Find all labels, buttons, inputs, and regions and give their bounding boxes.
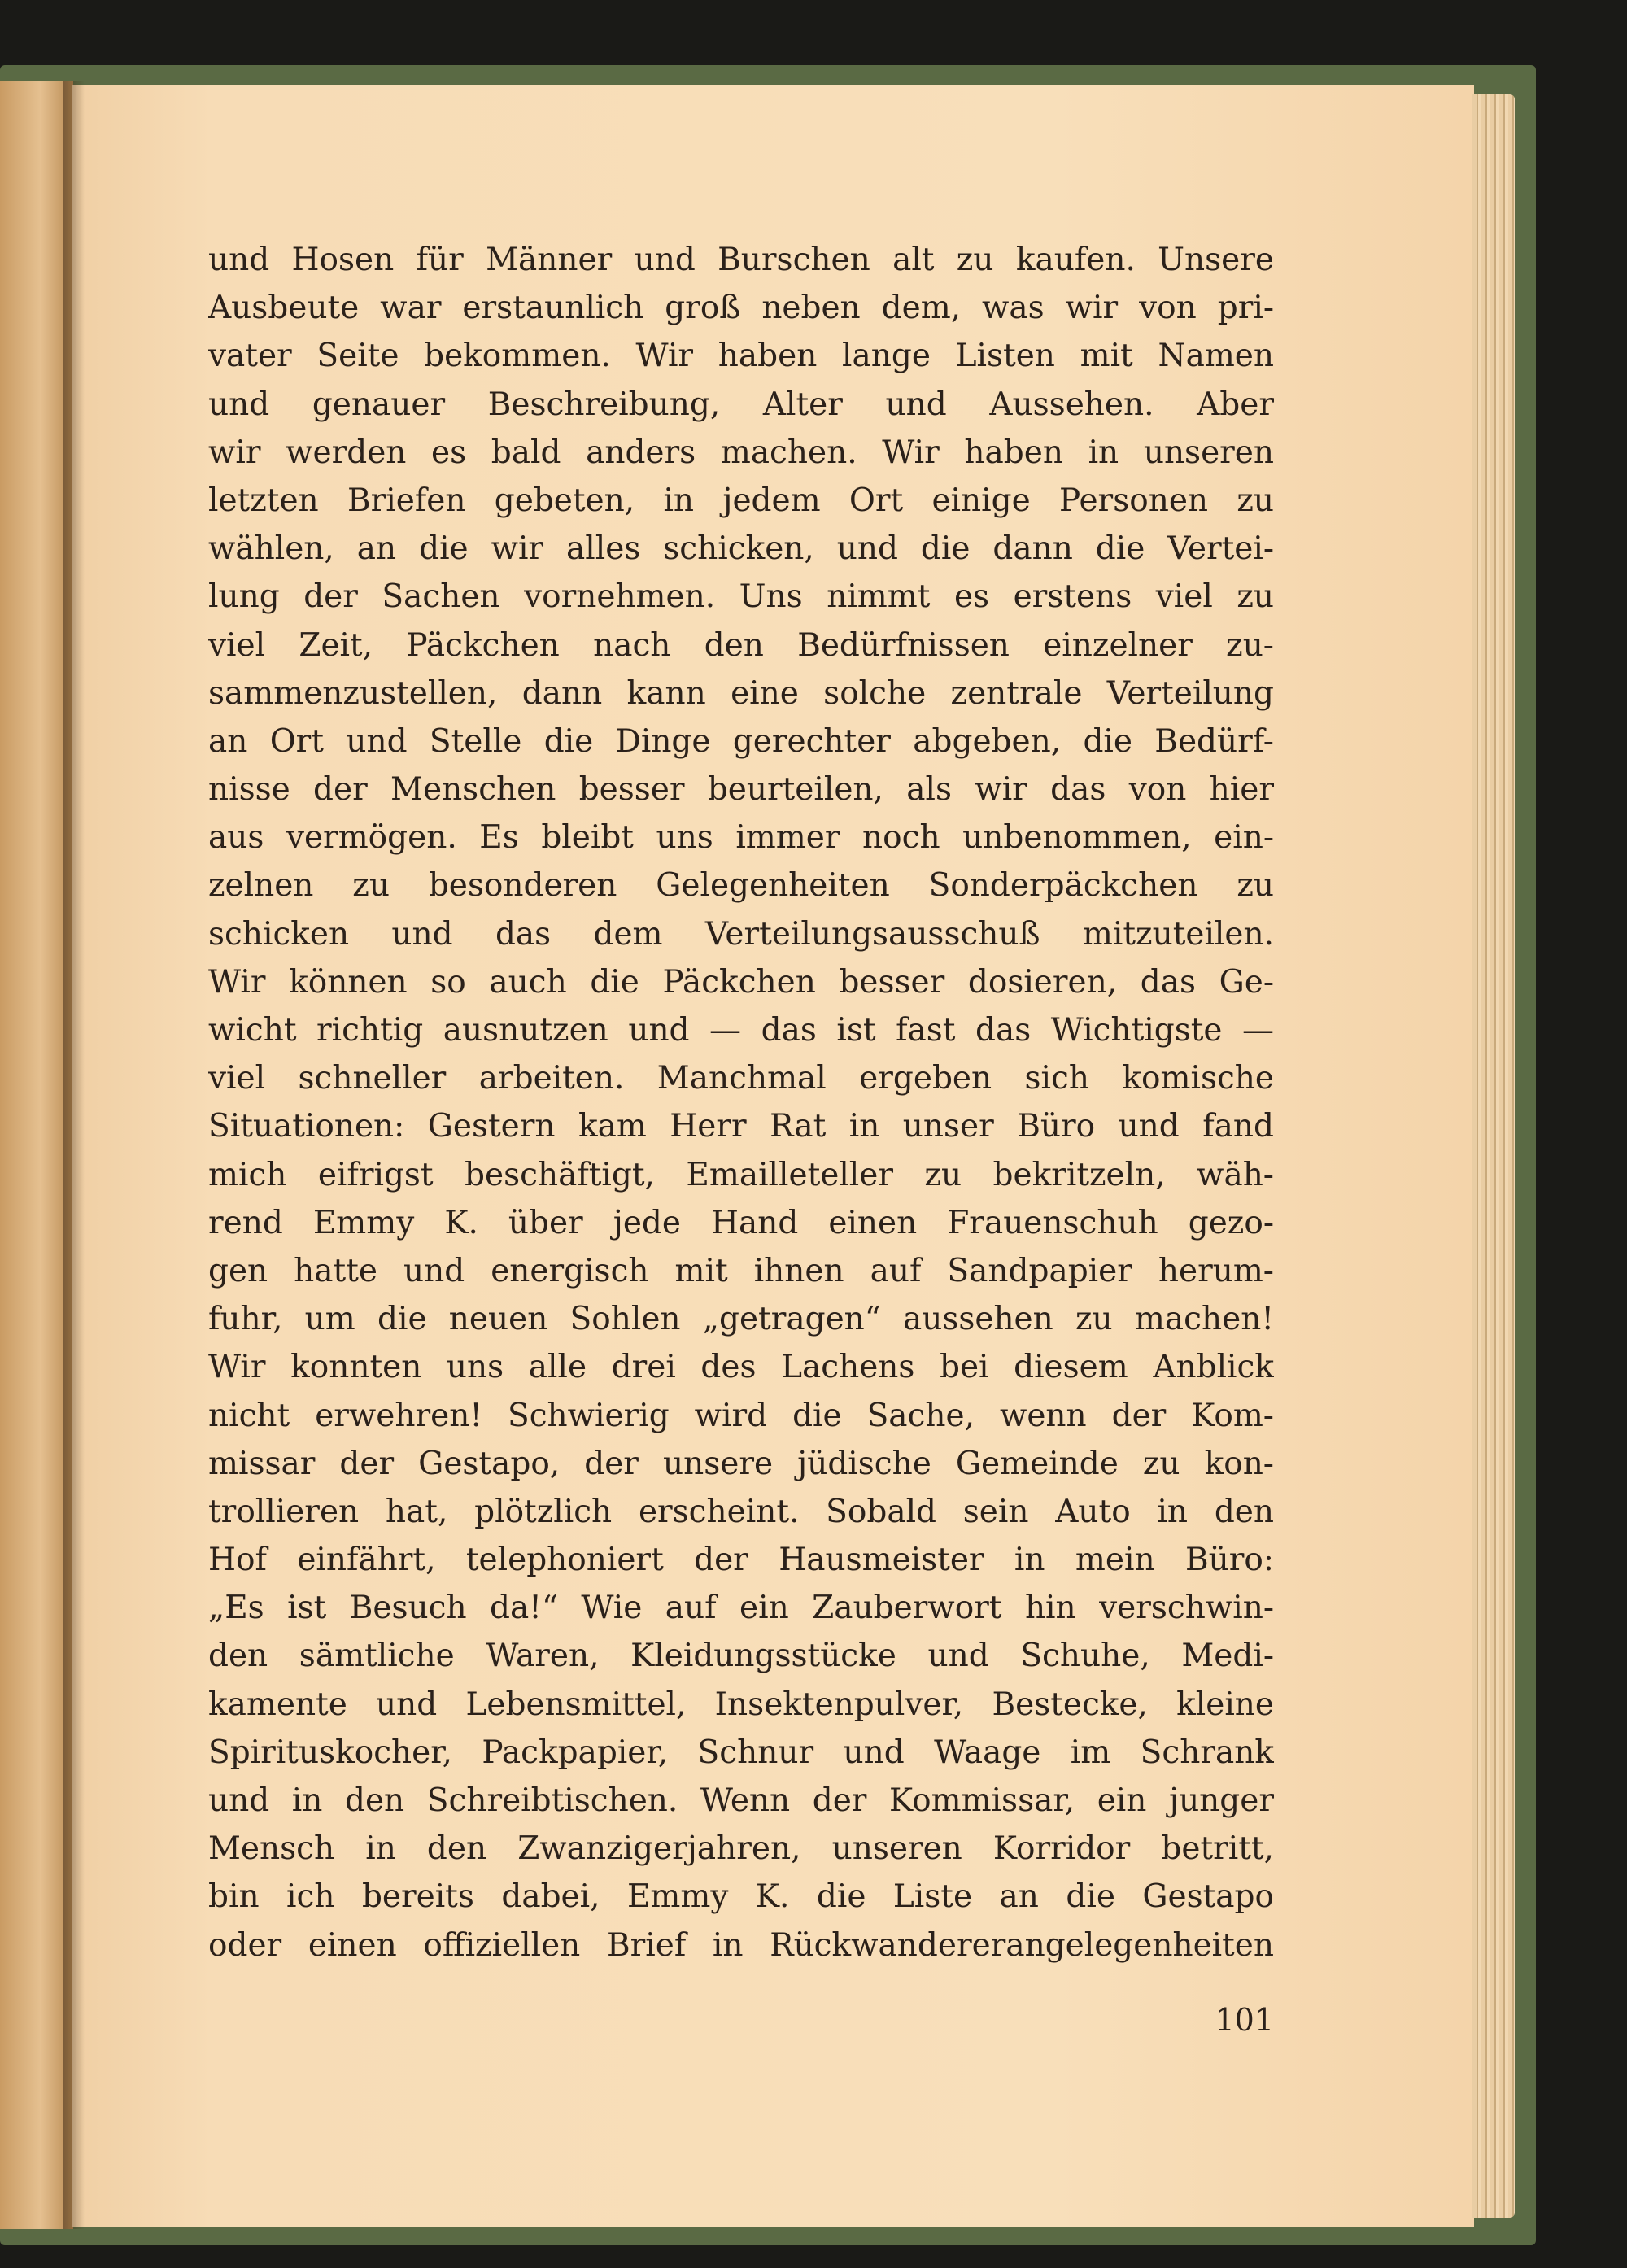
text-line: wir werden es bald anders machen. Wir haben in unseren <box>208 434 1274 471</box>
body-text <box>208 236 1274 1969</box>
text-line: bin ich bereits dabei, Emmy K. die Liste an die Gestapo <box>208 1878 1274 1916</box>
text-line: viel Zeit, Päckchen nach den Bedürfnissen einzelner zu- <box>208 626 1274 664</box>
text-line: wählen, an die wir alles schicken, und die dann die Vertei- <box>208 530 1274 568</box>
text-line: Wir können so auch die Päckchen besser dosieren, das Ge- <box>208 963 1274 1001</box>
text-line: gen hatte und energisch mit ihnen auf Sandpapier herum- <box>208 1252 1274 1289</box>
text-line: letzten Briefen gebeten, in jedem Ort einige Personen zu <box>208 482 1274 519</box>
text-line: schicken und das dem Verteilungsausschuß mitzuteilen. <box>208 915 1274 953</box>
text-line: den sämtliche Waren, Kleidungsstücke und Schuhe, Medi- <box>208 1638 1274 1675</box>
text-line: Hof einfährt, telephoniert der Hausmeister in mein Büro: <box>208 1542 1274 1579</box>
text-line: trollieren hat, plötzlich erscheint. Sobald sein Auto in den <box>208 1493 1274 1530</box>
text-line: und genauer Beschreibung, Alter und Aussehen. Aber <box>208 386 1274 423</box>
text-line: zelnen zu besonderen Gelegenheiten Sonderpäckchen zu <box>208 867 1274 905</box>
text-line: fuhr, um die neuen Sohlen „getragen“ aussehen zu machen! <box>208 1301 1274 1338</box>
text-line: nisse der Menschen besser beurteilen, als wir das von hier <box>208 771 1274 809</box>
text-line: an Ort und Stelle die Dinge gerechter abgeben, die Bedürf- <box>208 722 1274 760</box>
text-line: Mensch in den Zwanzigerjahren, unseren Korridor betritt, <box>208 1830 1274 1868</box>
page-number: 101 <box>1215 2002 1274 2038</box>
text-line: aus vermögen. Es bleibt uns immer noch unbenommen, ein- <box>208 819 1274 857</box>
text-line: mich eifrigst beschäftigt, Emailleteller zu bekritzeln, wäh- <box>208 1156 1274 1193</box>
text-line: kamente und Lebensmittel, Insektenpulver, Bestecke, kleine <box>208 1686 1274 1723</box>
text-line: Wir konnten uns alle drei des Lachens bei diesem Anblick <box>208 1349 1274 1386</box>
text-line: Situationen: Gestern kam Herr Rat in unser Büro und fand <box>208 1108 1274 1145</box>
text-line: Ausbeute war erstaunlich groß neben dem, was wir von pri- <box>208 290 1274 327</box>
text-line: missar der Gestapo, der unsere jüdische Gemeinde zu kon- <box>208 1445 1274 1482</box>
left-page-edge <box>0 81 73 2229</box>
text-line: nicht erwehren! Schwierig wird die Sache, wenn der Kom- <box>208 1397 1274 1434</box>
spine-shadow <box>63 81 85 2229</box>
page-edges <box>1472 94 1515 2218</box>
text-line: Spirituskocher, Packpapier, Schnur und Waage im Schrank <box>208 1734 1274 1771</box>
text-line: lung der Sachen vornehmen. Uns nimmt es erstens viel zu <box>208 578 1274 616</box>
text-line: vater Seite bekommen. Wir haben lange Listen mit Namen <box>208 338 1274 375</box>
text-line: rend Emmy K. über jede Hand einen Frauenschuh gezo- <box>208 1204 1274 1241</box>
text-line: sammenzustellen, dann kann eine solche zentrale Verteilung <box>208 674 1274 712</box>
text-line: „Es ist Besuch da!“ Wie auf ein Zauberwort hin verschwin- <box>208 1590 1274 1627</box>
text-line: wicht richtig ausnutzen und — das ist fast das Wichtigste — <box>208 1012 1274 1049</box>
text-line: oder einen offiziellen Brief in Rückwandererangelegenheiten <box>208 1926 1274 1964</box>
text-line: und Hosen für Männer und Burschen alt zu kaufen. Unsere <box>208 242 1274 278</box>
text-line: viel schneller arbeiten. Manchmal ergeben sich komische <box>208 1060 1274 1097</box>
text-line: und in den Schreibtischen. Wenn der Kommissar, ein junger <box>208 1782 1274 1819</box>
